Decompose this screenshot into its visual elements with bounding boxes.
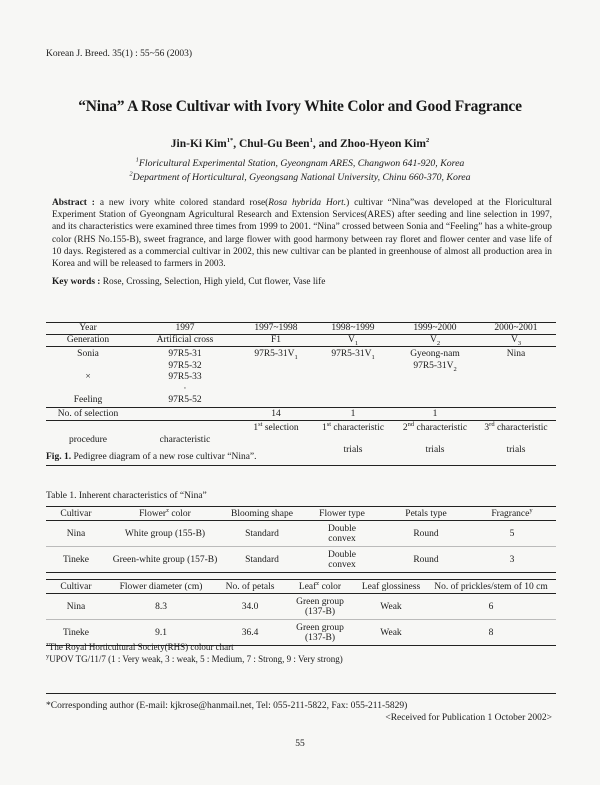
column-header: No. of prickles/stem of 10 cm [426,580,556,594]
column-header-text: Fragrance [491,508,530,519]
column-header: Cultivar [46,580,106,594]
column-header: Leaf glossiness [356,580,426,594]
cell-line: convex [328,559,356,570]
seedling-lines-cell [130,347,240,408]
parent-feeling: Feeling [73,395,103,405]
seedling-line: 97R5-31 [168,349,202,359]
ordinal-number: 2 [402,422,408,433]
footnote-sup: y [46,653,50,660]
figure-caption-text: Pedigree diagram of a new rose cultivar “Nina”. [71,452,257,462]
column-header-text: Leaf [298,581,317,592]
procedure-text: characteristic [494,422,548,433]
line-cell [394,347,476,408]
paper-title: “Nina” A Rose Cultivar with Ivory White Color and Good Fragrance [78,98,522,115]
generation-cell [312,335,394,347]
pedigree-header-row [46,323,556,335]
line-text: 97R5-31V [331,349,372,359]
generation-cell: F1 [240,335,312,347]
table1-part-a [46,506,556,573]
keywords-text: Rose, Crossing, Selection, High yield, Cut flower, Vase life [100,277,326,287]
table-header-row [46,507,556,521]
generation-sub: 1 [354,339,359,347]
line-text: 97R5-31V [254,349,295,359]
procedure-label: procedure [46,420,130,465]
received-date: <Received for Publication 1 October 2002> [385,713,552,723]
table-cell: 3 [468,547,556,573]
table-row [46,594,556,620]
author-name: Jin-Ki Kim [170,138,227,150]
table-cell: 34.0 [216,594,284,620]
table-row [46,521,556,547]
table-cell: Round [384,547,468,573]
keywords [52,277,552,287]
table-cell: Nina [46,521,106,547]
keywords-label: Key words : [52,277,101,287]
cell-line: (137-B) [304,632,336,643]
affiliation-sup: 2 [129,170,133,178]
line-sub: 1 [294,353,298,361]
table-cell: Tineke [46,620,106,646]
year-cell: 1999~2000 [394,323,476,335]
species-name: Rosa hybrida Hort. [268,198,347,208]
cell-line: Double [328,549,356,560]
affiliation-text: Department of Horticultural, Gyeongsang National University, Chinu 660-370, Korea [132,172,471,183]
generation-cell: Artificial cross [130,335,240,347]
column-header: Flower type [300,507,384,521]
column-header: Cultivar [46,507,106,521]
table-cell [284,620,356,646]
selection-count: 1 [394,407,476,420]
table-cell: 5 [468,521,556,547]
procedure-cell [312,420,394,465]
abstract [52,197,552,270]
table-cell: Weak [356,620,426,646]
table-cell [284,594,356,620]
column-header: Petals type [384,507,468,521]
table-row [46,547,556,573]
cell-line: convex [328,533,356,544]
generation-cell [394,335,476,347]
selection-count: 14 [240,407,312,420]
selection-count-label: No. of selection [46,407,130,420]
parent-sonia: Sonia [77,349,99,359]
year-label: Year [46,323,130,335]
footnote-divider [46,693,556,694]
lineage-row [46,347,556,408]
column-header [468,507,556,521]
generation-text: V [510,335,518,345]
table-cell: Tineke [46,547,106,573]
table-cell [300,547,384,573]
table-cell: Nina [46,594,106,620]
column-header [106,507,224,521]
table-cell: 8.3 [106,594,216,620]
footnote-sup: z [46,641,49,648]
seedling-line-ellipsis: · [183,383,187,394]
corresponding-author: *Corresponding author (E-mail: kjkrose@hanmail.net, Tel: 055-211-5822, Fax: 055-211-5829) [46,701,408,711]
table-cell: 8 [426,620,556,646]
column-header-text: color [168,508,191,519]
table-cell [300,521,384,547]
procedure-text: characteristic [414,422,468,433]
ordinal-sup: st [326,420,332,428]
cross-symbol: × [85,372,91,382]
table-cell: Standard [224,547,300,573]
line-cell [240,347,312,408]
procedure-text: selection [262,422,299,433]
line-sub: 2 [453,365,457,373]
table-cell: 6 [426,594,556,620]
cell-line: Green group [296,596,344,607]
procedure-cell: characteristic [130,420,240,465]
parents-cell [46,347,130,408]
abstract-text: ) cultivar “Nina”was developed at the Floricultural Experiment Station of Gyeongnam Agricultural Research and Extension Services(ARES) after seeding and line selection in 1997, and its characteristics were examined three times from 1999 to 2001. “Nina” crossed between Sonia and “Feeling” has a white-group color (RHS No.155-B), sweet fragrance, and large flower with good harmony between ray floret and flower center and vase life of 10 days. Registered as a commercial cultivar in 2002, this new cultivar can be planted in greenhouse of almost all production area in Korea and will be released to farmers in 2003. [52,198,552,270]
table-cell: Weak [356,594,426,620]
cultivar-name: Nina [506,349,526,359]
page-number: 55 [295,739,305,749]
table-footnote-y [46,654,343,664]
author-separator: , [233,138,239,150]
figure-caption-label: Fig. 1. [46,452,72,462]
column-header: Flower diameter (cm) [106,580,216,594]
table-cell: 9.1 [106,620,216,646]
selection-count [130,407,240,420]
year-cell: 1997~1998 [240,323,312,335]
author-list [0,138,600,150]
footnote-sup: y [529,506,533,514]
column-header-text: Flower [139,508,167,519]
line-cell [476,347,556,408]
affiliation-text: Floricultural Experimental Station, Gyeongnam ARES, Changwon 641-920, Korea [138,158,465,169]
ordinal-number: 3 [484,422,490,433]
footnote-text: UPOV TG/11/7 (1 : Very weak, 3 : weak, 5 : Medium, 7 : Strong, 9 : Very strong) [49,654,343,664]
column-header: No. of petals [216,580,284,594]
author-sup: 1* [226,137,234,145]
line-text: 97R5-31V [413,360,454,371]
ordinal-sup: st [258,420,263,428]
generation-label: Generation [46,335,130,347]
table-cell: White group (155-B) [106,521,224,547]
generation-text: V [429,335,437,345]
seedling-line: 97R5-32 [168,360,202,371]
author-separator: , and [312,138,340,150]
author-name: Chul-Gu Been [238,138,310,150]
generation-row [46,335,556,347]
generation-sub: 2 [436,339,441,347]
table-cell: Standard [224,521,300,547]
cell-line: Double [328,523,356,534]
selection-count: 1 [312,407,394,420]
procedure-text: characteristic [331,422,385,433]
table1-part-b [46,579,556,646]
generation-cell [476,335,556,347]
line-sub: 1 [371,353,375,361]
generation-sub: 3 [517,339,522,347]
abstract-label: Abstract : [52,198,95,208]
procedure-text: trials [343,444,363,455]
cell-line: Green group [296,622,344,633]
column-header: Blooming shape [224,507,300,521]
ordinal-number: 1 [253,422,259,433]
author-sup: 2 [425,137,430,145]
figure-caption [46,452,257,462]
journal-citation: Korean J. Breed. 35(1) : 55~56 (2003) [46,49,193,59]
table-cell: Round [384,521,468,547]
table-header-row [46,580,556,594]
procedure-text: trials [425,444,445,455]
footnote-text: The Royal Horticultural Society(RHS) colour chart [48,642,234,652]
ordinal-sup: rd [489,420,495,428]
pedigree-table [46,322,556,466]
table-caption: Table 1. Inherent characteristics of “Nina” [46,491,207,501]
generation-text: V [347,335,355,345]
line-cell [312,347,394,408]
year-cell: 1997 [130,323,240,335]
table-cell: Green-white group (157-B) [106,547,224,573]
line-text: Gyeong-nam [410,349,460,359]
affiliation-1 [0,158,600,169]
year-cell: 1998~1999 [312,323,394,335]
procedure-cell [394,420,476,465]
table-cell: 36.4 [216,620,284,646]
footnote-sup: z [166,506,169,514]
column-header-text: color [319,581,342,592]
procedure-text: trials [506,444,526,455]
column-header [284,580,356,594]
author-sup: 1 [309,137,313,145]
affiliation-sup: 1 [135,156,139,164]
abstract-text: a new ivory white colored standard rose( [94,198,269,208]
selection-count-row [46,407,556,420]
table-footnote-z [46,642,234,652]
ordinal-number: 1 [321,422,327,433]
ordinal-sup: nd [407,420,415,428]
affiliation-2 [0,172,600,183]
footnote-sup: z [316,579,320,587]
selection-count [476,407,556,420]
seedling-line: 97R5-33 [168,372,202,382]
cell-line: (137-B) [304,606,336,617]
seedling-line: 97R5-52 [168,395,202,405]
year-cell: 2000~2001 [476,323,556,335]
procedure-cell [476,420,556,465]
author-name: Zhoo-Hyeon Kim [340,138,426,150]
